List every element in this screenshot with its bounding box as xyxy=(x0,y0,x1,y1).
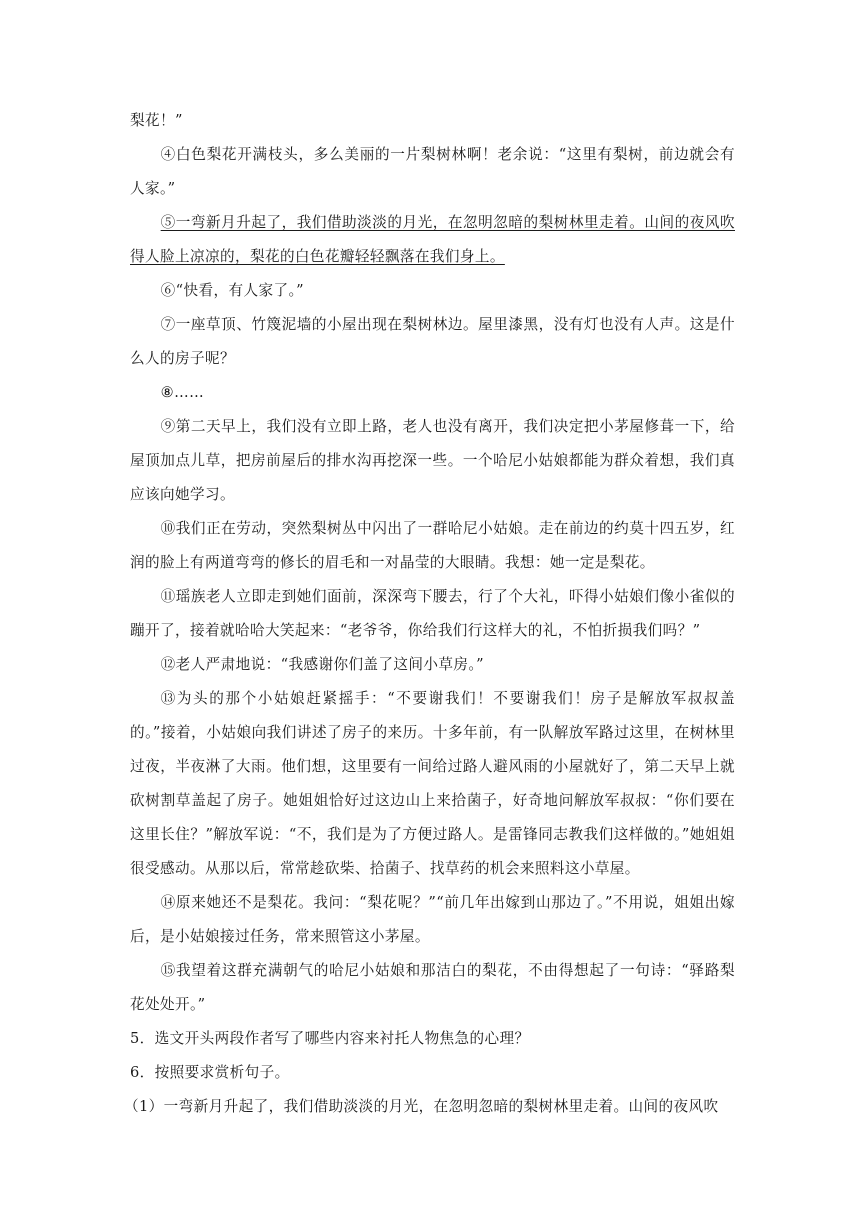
paragraph-9: ⑨第二天早上，我们没有立即上路，老人也没有离开，我们决定把小茅屋修葺一下，给屋顶加点儿草，把房前屋后的排水沟再挖深一些。一个哈尼小姑娘都能为群众着想，我们真应该向她学习。 xyxy=(130,418,735,503)
paragraph-12: ⑫老人严肃地说：“我感谢你们盖了这间小草房。” xyxy=(160,656,484,673)
paragraph-15: ⑮我望着这群充满朝气的哈尼小姑娘和那洁白的梨花，不由得想起了一句诗：“驿路梨花处处开。” xyxy=(130,962,735,1013)
paragraph-4: ④白色梨花开满枝头，多么美丽的一片梨树林啊！老余说：“这里有梨树，前边就会有人家。” xyxy=(130,146,735,197)
question-5: 5．选文开头两段作者写了哪些内容来衬托人物焦急的心理？ xyxy=(130,1030,530,1047)
question-6: 6．按照要求赏析句子。 xyxy=(130,1064,290,1081)
paragraph-6: ⑥“快看，有人家了。” xyxy=(160,282,305,299)
paragraph-10: ⑩我们正在劳动，突然梨树丛中闪出了一群哈尼小姑娘。走在前边的约莫十四五岁，红润的脸上有两道弯弯的修长的眉毛和一对晶莹的大眼睛。我想：她一定是梨花。 xyxy=(130,520,735,571)
paragraph-14: ⑭原来她还不是梨花。我问：“梨花呢？”“前几年出嫁到山那边了。”不用说，姐姐出嫁后，是小姑娘接过任务，常来照管这小茅屋。 xyxy=(130,894,735,945)
paragraph-continuation: 梨花！” xyxy=(130,112,183,129)
paragraph-13: ⑬为头的那个小姑娘赶紧摇手：“不要谢我们！不要谢我们！房子是解放军叔叔盖的。”接着，小姑娘向我们讲述了房子的来历。十多年前，有一队解放军路过这里，在树林里过夜，半夜淋了大雨。他们想，这里要有一间给过路人避风雨的小屋就好了，第二天早上就砍树割草盖起了房子。她姐姐恰好过这边山上来拾菌子，好奇地问解放军叔叔：“你们要在这里长住？”解放军说：“不，我们是为了方便过路人。是雷锋同志教我们这样做的。”她姐姐很受感动。从那以后，常常趁砍柴、拾菌子、找草药的机会来照料这小草屋。 xyxy=(130,690,735,877)
paragraph-8: ⑧…… xyxy=(160,384,205,401)
paragraph-7: ⑦一座草顶、竹篾泥墙的小屋出现在梨树林边。屋里漆黑，没有灯也没有人声。这是什么人的房子呢？ xyxy=(130,316,735,367)
paragraph-5-underlined: ⑤一弯新月升起了，我们借助淡淡的月光，在忽明忽暗的梨树林里走着。山间的夜风吹得人脸上凉凉的，梨花的白色花瓣轻轻飘落在我们身上。 xyxy=(130,214,735,265)
text-column xyxy=(124,104,735,1124)
paragraph-11: ⑪瑶族老人立即走到她们面前，深深弯下腰去，行了个大礼，吓得小姑娘们像小雀似的蹦开了，接着就哈哈大笑起来：“老爷爷，你给我们行这样大的礼，不怕折损我们吗？” xyxy=(130,588,735,639)
question-6-subitem-1: （1）一弯新月升起了，我们借助淡淡的月光，在忽明忽暗的梨树林里走着。山间的夜风吹 xyxy=(124,1098,719,1115)
